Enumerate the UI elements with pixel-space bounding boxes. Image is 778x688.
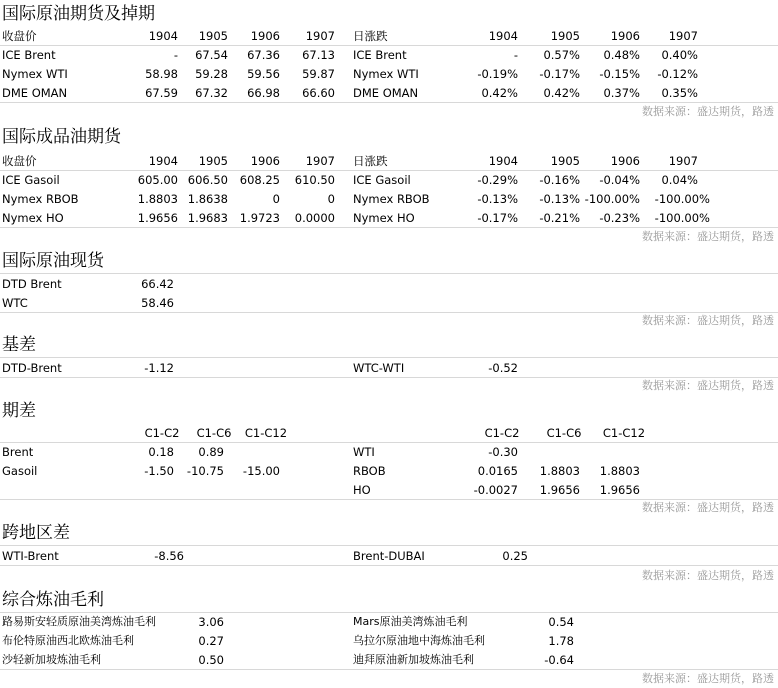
month-header: 1906 bbox=[610, 154, 640, 168]
divider bbox=[0, 442, 778, 443]
margin-value: 1.78 bbox=[548, 634, 574, 648]
row-label: WTI bbox=[353, 445, 375, 459]
section-title-product-futures: 国际成品油期货 bbox=[2, 127, 121, 147]
close-value: 0.0000 bbox=[294, 211, 335, 225]
month-header: 1907 bbox=[305, 29, 335, 43]
data-source-note: 数据来源：盛达期货，路透 bbox=[642, 379, 774, 392]
close-value: 1.9723 bbox=[239, 211, 280, 225]
spread-value: 1.9656 bbox=[539, 483, 580, 497]
section-title-crude-futures: 国际原油期货及掉期 bbox=[2, 4, 155, 24]
month-header: 1907 bbox=[668, 154, 698, 168]
close-value: 67.59 bbox=[145, 86, 178, 100]
row-label: DME OMAN bbox=[2, 86, 68, 100]
divider bbox=[0, 273, 778, 274]
row-label: Nymex HO bbox=[353, 211, 415, 225]
section-title-inter-regional: 跨地区差 bbox=[2, 523, 70, 543]
row-label: 布伦特原油西北欧炼油毛利 bbox=[2, 634, 134, 647]
spread-value: 1.8803 bbox=[599, 464, 640, 478]
section-title-basis: 基差 bbox=[2, 335, 36, 355]
close-value: 67.36 bbox=[247, 48, 280, 62]
divider bbox=[0, 357, 778, 358]
month-header: 1905 bbox=[198, 29, 228, 43]
change-value: -0.19% bbox=[477, 67, 518, 81]
change-value: 0.37% bbox=[603, 86, 640, 100]
spot-value: 58.46 bbox=[141, 296, 174, 310]
row-label: Gasoil bbox=[2, 464, 38, 478]
spread-value: 0.18 bbox=[148, 445, 174, 459]
month-header: 1904 bbox=[148, 154, 178, 168]
spread-header: C1-C12 bbox=[244, 426, 288, 440]
close-value: 59.87 bbox=[302, 67, 335, 81]
change-value: - bbox=[513, 48, 518, 62]
data-source-note: 数据来源：盛达期货，路透 bbox=[642, 672, 774, 685]
spread-header: C1-C6 bbox=[196, 426, 232, 440]
change-value: -0.29% bbox=[477, 173, 518, 187]
close-value: 58.98 bbox=[145, 67, 178, 81]
divider bbox=[0, 565, 778, 566]
divider bbox=[0, 377, 778, 378]
close-value: 610.50 bbox=[294, 173, 335, 187]
change-value: 0.42% bbox=[543, 86, 580, 100]
close-value: 67.13 bbox=[302, 48, 335, 62]
margin-value: 3.06 bbox=[198, 615, 224, 629]
divider bbox=[0, 102, 778, 103]
row-label: Nymex RBOB bbox=[353, 192, 430, 206]
close-value: 66.98 bbox=[247, 86, 280, 100]
close-value: 605.00 bbox=[137, 173, 178, 187]
row-label: DME OMAN bbox=[353, 86, 419, 100]
spread-value: 0.89 bbox=[198, 445, 224, 459]
spread-value: -0.0027 bbox=[473, 483, 518, 497]
data-source-note: 数据来源：盛达期货，路透 bbox=[642, 230, 774, 243]
spread-value: 0.0165 bbox=[477, 464, 518, 478]
data-source-note: 数据来源：盛达期货，路透 bbox=[642, 501, 774, 514]
close-value: 0 bbox=[327, 192, 335, 206]
close-value: 1.8638 bbox=[187, 192, 228, 206]
basis-value: -1.12 bbox=[144, 361, 174, 375]
spread-header: C1-C2 bbox=[144, 426, 180, 440]
change-value: -0.13% bbox=[477, 192, 518, 206]
regional-value: -8.56 bbox=[154, 549, 184, 563]
spread-header: C1-C2 bbox=[484, 426, 520, 440]
row-label: WTC bbox=[2, 296, 28, 310]
divider bbox=[0, 312, 778, 313]
close-value: 67.54 bbox=[195, 48, 228, 62]
spread-value: 1.9656 bbox=[599, 483, 640, 497]
divider bbox=[0, 227, 778, 228]
month-header: 1906 bbox=[610, 29, 640, 43]
row-label: ICE Brent bbox=[353, 48, 407, 62]
divider bbox=[0, 545, 778, 546]
spread-value: 1.8803 bbox=[539, 464, 580, 478]
month-header: 1904 bbox=[488, 154, 518, 168]
close-value: - bbox=[173, 48, 178, 62]
close-value: 606.50 bbox=[187, 173, 228, 187]
row-label: DTD-Brent bbox=[2, 361, 62, 375]
close-value: 1.9683 bbox=[187, 211, 228, 225]
row-label: Nymex WTI bbox=[353, 67, 419, 81]
close-value: 608.25 bbox=[239, 173, 280, 187]
change-value: -100.00% bbox=[654, 211, 710, 225]
row-label: Nymex HO bbox=[2, 211, 64, 225]
change-value: -100.00% bbox=[654, 192, 710, 206]
row-label: HO bbox=[353, 483, 371, 497]
margin-value: -0.64 bbox=[544, 653, 574, 667]
change-value: 0.48% bbox=[603, 48, 640, 62]
spread-value: -15.00 bbox=[242, 464, 280, 478]
spread-value: -10.75 bbox=[186, 464, 224, 478]
change-header: 日涨跌 bbox=[353, 29, 388, 43]
close-value: 59.56 bbox=[247, 67, 280, 81]
data-source-note: 数据来源：盛达期货，路透 bbox=[642, 314, 774, 327]
row-label: Nymex WTI bbox=[2, 67, 68, 81]
row-label: 乌拉尔原油地中海炼油毛利 bbox=[353, 634, 485, 647]
change-value: 0.40% bbox=[661, 48, 698, 62]
row-label: 路易斯安轻质原油美湾炼油毛利 bbox=[2, 615, 156, 628]
month-header: 1906 bbox=[250, 29, 280, 43]
margin-value: 0.50 bbox=[198, 653, 224, 667]
spread-value: -0.30 bbox=[488, 445, 518, 459]
change-value: -0.23% bbox=[599, 211, 640, 225]
row-label: Nymex RBOB bbox=[2, 192, 79, 206]
spread-header: C1-C12 bbox=[602, 426, 646, 440]
row-label: 迪拜原油新加坡炼油毛利 bbox=[353, 653, 474, 666]
spread-header: C1-C6 bbox=[546, 426, 582, 440]
basis-value: -0.52 bbox=[488, 361, 518, 375]
divider bbox=[0, 499, 778, 500]
month-header: 1906 bbox=[250, 154, 280, 168]
month-header: 1904 bbox=[488, 29, 518, 43]
change-value: -0.12% bbox=[657, 67, 698, 81]
change-value: 0.35% bbox=[661, 86, 698, 100]
month-header: 1905 bbox=[550, 154, 580, 168]
change-value: 0.42% bbox=[481, 86, 518, 100]
change-value: 0.04% bbox=[661, 173, 698, 187]
close-header: 收盘价 bbox=[2, 154, 37, 168]
change-value: -0.13% bbox=[539, 192, 580, 206]
change-value: -0.17% bbox=[477, 211, 518, 225]
divider bbox=[0, 669, 778, 670]
row-label: RBOB bbox=[353, 464, 386, 478]
row-label: WTI-Brent bbox=[2, 549, 59, 563]
change-value: -0.17% bbox=[539, 67, 580, 81]
section-title-spread: 期差 bbox=[2, 401, 36, 421]
close-value: 1.8803 bbox=[137, 192, 178, 206]
row-label: Mars原油美湾炼油毛利 bbox=[353, 615, 468, 628]
month-header: 1905 bbox=[198, 154, 228, 168]
close-value: 67.32 bbox=[195, 86, 228, 100]
month-header: 1907 bbox=[668, 29, 698, 43]
change-value: 0.57% bbox=[543, 48, 580, 62]
spread-value: -1.50 bbox=[144, 464, 174, 478]
data-source-note: 数据来源：盛达期货，路透 bbox=[642, 569, 774, 582]
close-value: 1.9656 bbox=[137, 211, 178, 225]
change-value: -0.16% bbox=[539, 173, 580, 187]
month-header: 1905 bbox=[550, 29, 580, 43]
month-header: 1907 bbox=[305, 154, 335, 168]
regional-value: 0.25 bbox=[502, 549, 528, 563]
margin-value: 0.27 bbox=[198, 634, 224, 648]
close-header: 收盘价 bbox=[2, 29, 37, 43]
section-title-refining-margin: 综合炼油毛利 bbox=[2, 590, 104, 610]
section-title-crude-spot: 国际原油现货 bbox=[2, 251, 104, 271]
margin-value: 0.54 bbox=[548, 615, 574, 629]
data-source-note: 数据来源：盛达期货，路透 bbox=[642, 105, 774, 118]
month-header: 1904 bbox=[148, 29, 178, 43]
change-value: -100.00% bbox=[584, 192, 640, 206]
row-label: 沙轻新加坡炼油毛利 bbox=[2, 653, 101, 666]
change-header: 日涨跌 bbox=[353, 154, 388, 168]
change-value: -0.04% bbox=[599, 173, 640, 187]
close-value: 66.60 bbox=[302, 86, 335, 100]
row-label: Brent-DUBAI bbox=[353, 549, 425, 563]
spot-value: 66.42 bbox=[141, 277, 174, 291]
row-label: ICE Brent bbox=[2, 48, 56, 62]
row-label: DTD Brent bbox=[2, 277, 62, 291]
close-value: 59.28 bbox=[195, 67, 228, 81]
row-label: ICE Gasoil bbox=[353, 173, 411, 187]
row-label: WTC-WTI bbox=[353, 361, 405, 375]
row-label: ICE Gasoil bbox=[2, 173, 60, 187]
row-label: Brent bbox=[2, 445, 34, 459]
change-value: -0.15% bbox=[599, 67, 640, 81]
change-value: -0.21% bbox=[539, 211, 580, 225]
close-value: 0 bbox=[272, 192, 280, 206]
